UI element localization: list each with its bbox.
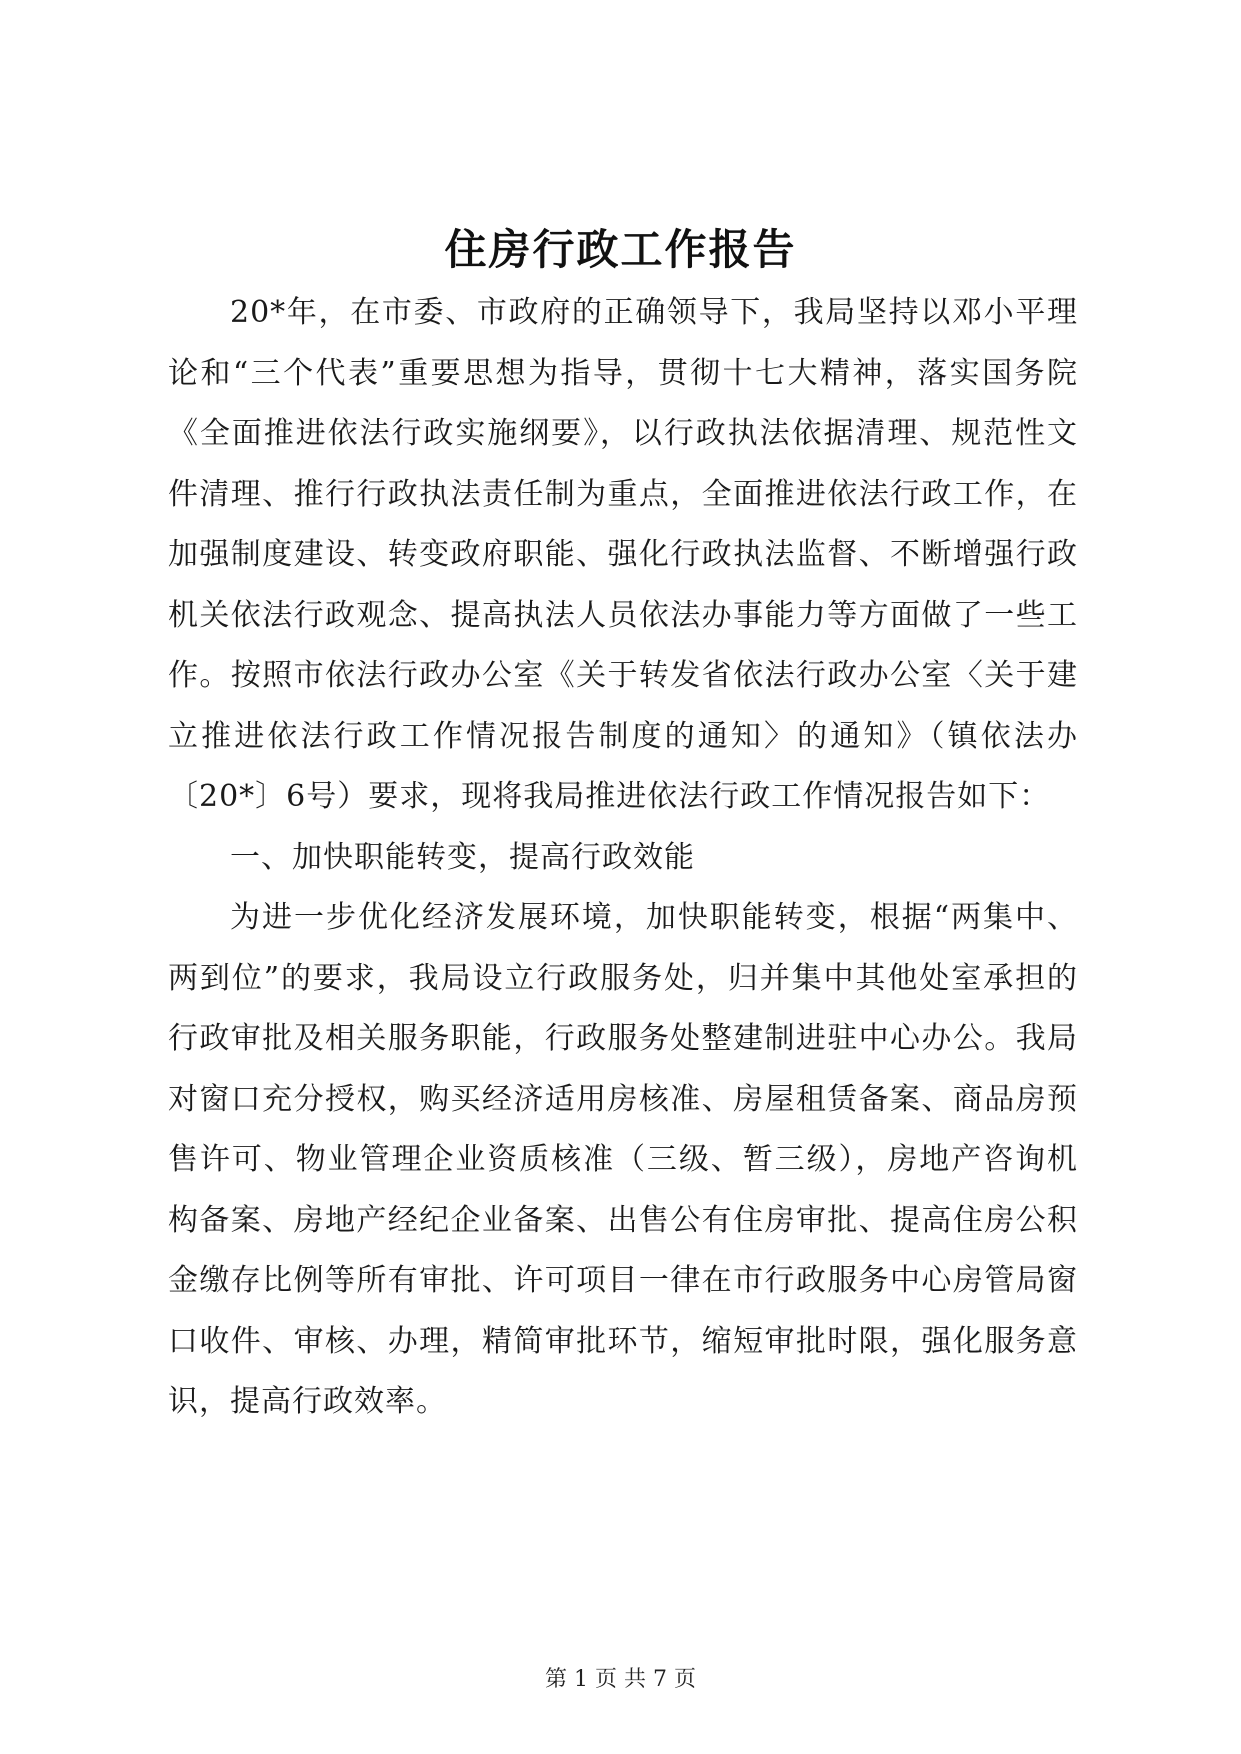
paragraph-section-1: 为进一步优化经济发展环境，加快职能转变，根据“两集中、两到位”的要求，我局设立行政服务处，归并集中其他处室承担的行政审批及相关服务职能，行政服务处整建制进驻中心办公。我局对窗口充分授权，购买经济适用房核准、房屋租赁备案、商品房预售许可、物业管理企业资质核准（三级、暂三级），房地产咨询机构备案、房地产经纪企业备案、出售公有住房审批、提高住房公积金缴存比例等所有审批、许可项目一律在市行政服务中心房管局窗口收件、审核、办理，精简审批环节，缩短审批时限，强化服务意识，提高行政效率。 <box>168 900 1078 1419</box>
document-title: 住房行政工作报告 <box>444 225 797 274</box>
page-footer: 第 1 页 共 7 页 <box>545 1667 696 1692</box>
document-body <box>168 283 1078 1433</box>
paragraph-intro: 20*年，在市委、市政府的正确领导下，我局坚持以邓小平理论和“三个代表”重要思想为指导，贯彻十七大精神，落实国务院《全面推进依法行政实施纲要》，以行政执法依据清理、规范性文件清理、推行行政执法责任制为重点，全面推进依法行政工作，在加强制度建设、转变政府职能、强化行政执法监督、不断增强行政机关依法行政观念、提高执法人员依法办事能力等方面做了一些工作。按照市依法行政办公室《关于转发省依法行政办公室〈关于建立推进依法行政工作情况报告制度的通知〉的通知》（镇依法办〔20*〕6号）要求，现将我局推进依法行政工作情况报告如下： <box>168 295 1078 814</box>
section-heading-1: 一、加快职能转变，提高行政效能 <box>230 839 695 875</box>
